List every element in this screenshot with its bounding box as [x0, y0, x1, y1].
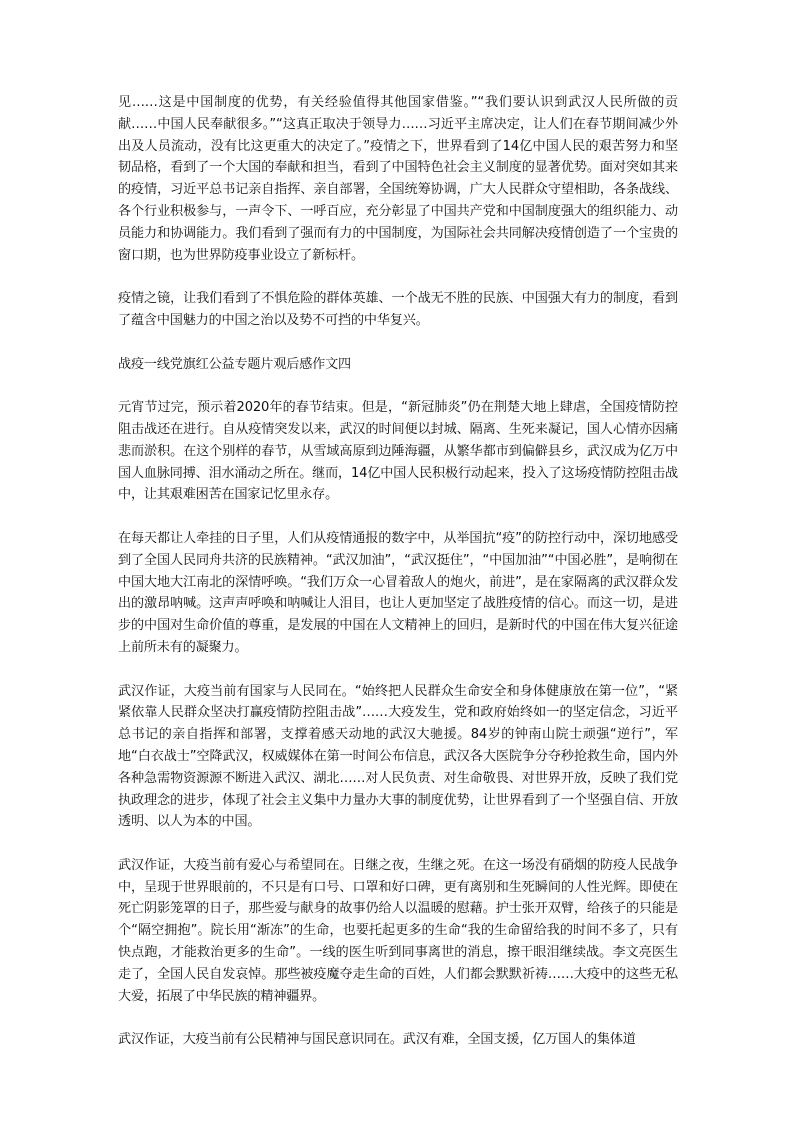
document-page: [118, 92, 678, 1051]
essay-paragraph-5: 武汉作证，大疫当前有公民精神与国民意识同在。武汉有难，全国支援，亿万国人的集体道: [118, 1032, 636, 1048]
essay-paragraph-1: 元宵节过完，预示着2020年的春节结束。但是，“新冠肺炎”仍在荆楚大地上肆虐，全国疫情防控阻击战还在进行。自从疫情突发以来，武汉的时间便以封城、隔离、生死来凝记，国人心情亦因痛悲而淤积。在这个别样的春节，从雪域高原到边陲海疆，从繁华都市到偏僻县乡，武汉成为亿万中国人血脉同搏、泪水涌动之所在。继而，14亿中国人民积极行动起来，投入了这场疫情防控阻击战中，让其艰难困苦在国家记忆里永存。: [118, 400, 678, 503]
paragraph-1: 见……这是中国制度的优势，有关经验值得其他国家借鉴。”“我们要认识到武汉人民所做的贡献……中国人民奉献很多。”“这真正取决于领导力……习近平主席决定，让人们在春节期间减少外出及人员流动，没有比这更重大的决定了。”疫情之下，世界看到了14亿中国人民的艰苦努力和坚韧品格，看到了一个大国的奉献和担当，看到了中国特色社会主义制度的显著优势。面对突如其来的疫情，习近平总书记亲自指挥、亲自部署，全国统筹协调，广大人民群众守望相助，各条战线、各个行业积极参与，一声令下、一呼百应，充分彰显了中国共产党和中国制度强大的组织能力、动员能力和协调能力。我们看到了强而有力的中国制度，为国际社会共同解决疫情创造了一个宝贵的窗口期，也为世界防疫事业设立了新标杆。: [118, 95, 678, 263]
essay-paragraph-2: 在每天都让人牵挂的日子里，人们从疫情通报的数字中，从举国抗“疫”的防控行动中，深切地感受到了全国人民同舟共济的民族精神。“武汉加油”，“武汉挺住”，“中国加油”“中国必胜”，是响彻在中国大地大江南北的深情呼唤。“我们万众一心冒着敌人的炮火，前进”，是在家隔离的武汉群众发出的激昂呐喊。这声声呼唤和呐喊让人泪目，也让人更加坚定了战胜疫情的信心。而这一切，是进步的中国对生命价值的尊重，是发展的中国在人文精神上的回归，是新时代的中国在伟大复兴征途上前所未有的凝聚力。: [118, 530, 678, 655]
paragraph-2: 疫情之镜，让我们看到了不惧危险的群体英雄、一个战无不胜的民族、中国强大有力的制度，看到了蕴含中国魅力的中国之治以及势不可挡的中华复兴。: [118, 291, 678, 328]
essay-paragraph-4: 武汉作证，大疫当前有爱心与希望同在。日继之夜，生继之死。在这一场没有硝烟的防疫人民战争中，呈现于世界眼前的，不只是有口号、口罩和好口碑，更有离别和生死瞬间的人性光辉。即使在死亡阴影笼罩的日子，那些爱与献身的故事仍给人以温暖的慰藉。护士张开双臂，给孩子的只能是个“隔空拥抱”。院长用“渐冻”的生命，也要托起更多的生命“我的生命留给我的时间不多了，只有快点跑，才能救治更多的生命”。一线的医生听到同事离世的消息，擦干眼泪继续战。李文亮医生走了，全国人民自发哀悼。那些被疫魔夺走生命的百姓，人们都会默默祈祷……大疫中的这些无私大爱，拓展了中华民族的精神疆界。: [118, 857, 678, 1004]
essay-heading: 战疫一线党旗红公益专题片观后感作文四: [118, 356, 351, 372]
essay-paragraph-3: 武汉作证，大疫当前有国家与人民同在。“始终把人民群众生命安全和身体健康放在第一位”，“紧紧依靠人民群众坚决打赢疫情防控阻击战”……大疫发生，党和政府始终如一的坚定信念，习近平总书记的亲自指挥和部署，支撑着感天动地的武汉大驰援。84岁的钟南山院士顽强“逆行”，军地“白衣战士”空降武汉，权威媒体在第一时间公布信息，武汉各大医院争分夺秒抢救生命，国内外各种急需物资源源不断进入武汉、湖北……对人民负责、对生命敬畏、对世界开放，反映了我们党执政理念的进步，体现了社会主义集中力量办大事的制度优势，让世界看到了一个坚强自信、开放透明、以人为本的中国。: [118, 683, 678, 830]
